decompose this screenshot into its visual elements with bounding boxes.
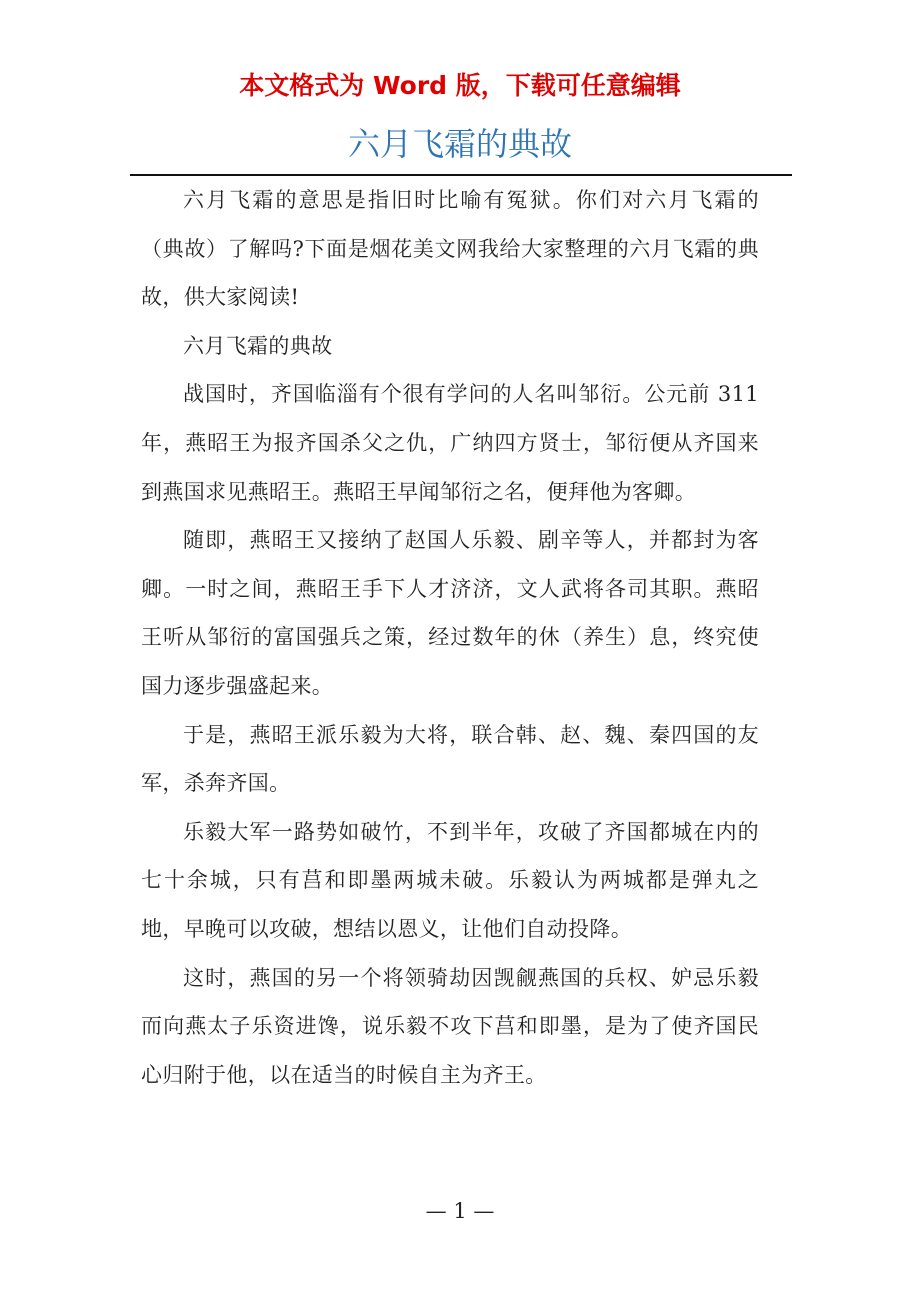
- paragraph-story-3: 于是，燕昭王派乐毅为大将，联合韩、赵、魏、秦四国的友军，杀奔齐国。: [141, 722, 759, 796]
- page-number: — 1 —: [425, 1199, 495, 1223]
- paragraph-subheading: 六月飞霜的典故: [183, 333, 333, 358]
- format-notice: 本文格式为 Word 版，下载可任意编辑: [239, 71, 681, 100]
- document-title: 六月飞霜的典故: [347, 125, 572, 163]
- paragraph-story-2: 随即，燕昭王又接纳了赵国人乐毅、剧辛等人，并都封为客卿。一时之间，燕昭王手下人才济济，文人武将各司其职。燕昭王听从邹衍的富国强兵之策，经过数年的休（养生）息，终究使国力逐步强盛起来。: [141, 528, 759, 698]
- paragraph-intro: 六月飞霜的意思是指旧时比喻有冤狱。你们对六月飞霜的（典故）了解吗?下面是烟花美文网我给大家整理的六月飞霜的典故，供大家阅读!: [141, 188, 759, 310]
- document-body: [141, 176, 759, 1099]
- paragraph-story-5: 这时，燕国的另一个将领骑劫因觊觎燕国的兵权、妒忌乐毅而向燕太子乐资进馋，说乐毅不攻下莒和即墨，是为了使齐国民心归附于他，以在适当的时候自主为齐王。: [141, 965, 759, 1087]
- paragraph-story-1: 战国时，齐国临淄有个很有学问的人名叫邹衍。公元前 311 年，燕昭王为报齐国杀父之仇，广纳四方贤士，邹衍便从齐国来到燕国求见燕昭王。燕昭王早闻邹衍之名，便拜他为客卿。: [141, 382, 759, 504]
- paragraph-story-4: 乐毅大军一路势如破竹，不到半年，攻破了齐国都城在内的七十余城，只有莒和即墨两城未破。乐毅认为两城都是弹丸之地，早晚可以攻破，想结以恩义，让他们自动投降。: [141, 819, 759, 941]
